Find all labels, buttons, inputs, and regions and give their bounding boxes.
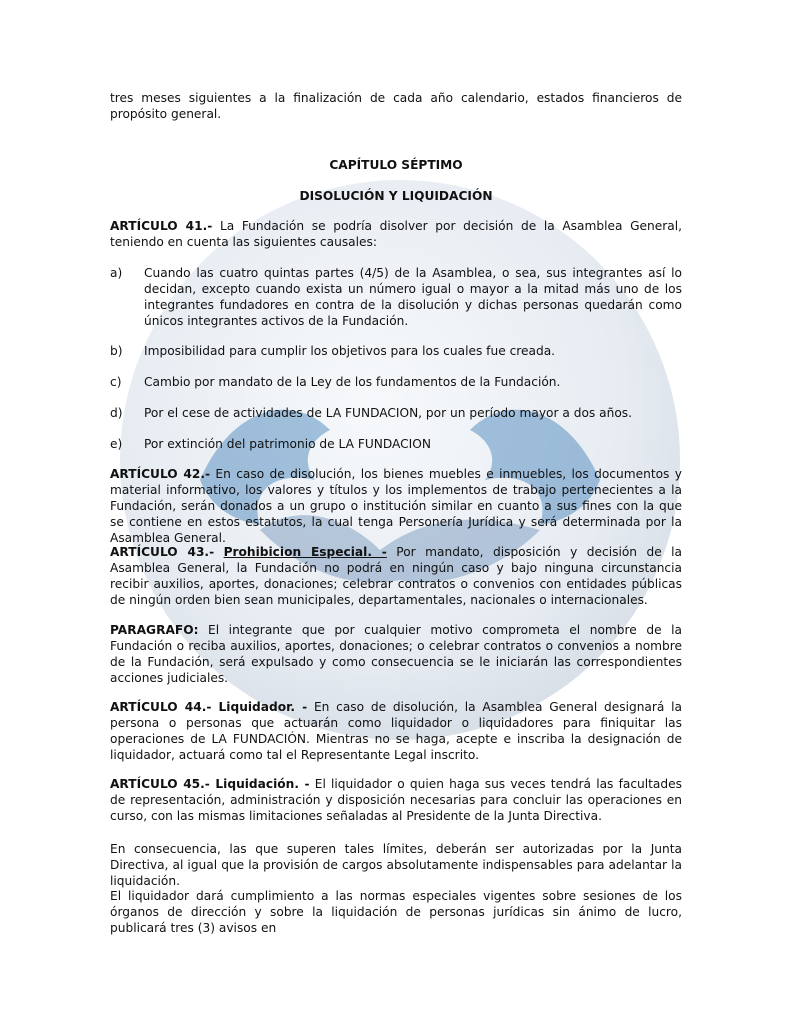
causal-item-c — [110, 374, 682, 390]
causal-text: Imposibilidad para cumplir los objetivos para los cuales fue creada. — [144, 344, 556, 358]
causal-mark: a) — [110, 266, 123, 280]
article-41-label: ARTÍCULO 41.- — [110, 219, 213, 233]
causal-text: Cuando las cuatro quintas partes (4/5) de la Asamblea, o sea, sus integrantes así lo decidan, excepto cuando exista un número igual o mayor a la mitad más uno de los integrantes fundadores en contra de la disolución y dichas personas quedarán como únicos integrantes activos de la Fundación. — [144, 266, 682, 328]
causal-item-a — [110, 265, 682, 329]
consecuencia-paragraph: En consecuencia, las que superen tales límites, deberán ser autorizadas por la Junta Directiva, al igual que la provisión de cargos absolutamente indispensables para adelantar la liquidación. — [110, 842, 682, 888]
causal-text: Por el cese de actividades de LA FUNDACION, por un período mayor a dos años. — [144, 406, 633, 420]
article-43-text: Por mandato, disposición y decisión de la Asamblea General, la Fundación no podrá en ningún caso y bajo ninguna circunstancia recibir auxilios, aportes, donaciones; celebrar contratos o convenios con entidades públicas de ningún orden bien sean municipales, departamentales, nacionales o internacionales. — [110, 545, 683, 607]
final-paragraph: El liquidador dará cumplimiento a las normas especiales vigentes sobre sesiones de los órganos de dirección y sobre la liquidación de personas jurídicas sin ánimo de lucro, publicará tres (3) avisos en — [110, 889, 682, 935]
causal-mark: d) — [110, 406, 123, 420]
article-43-label: ARTÍCULO 43.- — [110, 545, 215, 559]
paragrafo-paragraph — [110, 622, 682, 686]
article-42-paragraph — [110, 466, 682, 546]
article-42-label: ARTÍCULO 42.- — [110, 467, 211, 481]
article-41-paragraph — [110, 218, 682, 250]
article-43-sublabel: Prohibicion Especial. - — [223, 545, 387, 559]
causal-item-d — [110, 405, 682, 421]
article-45-text: El liquidador o quien haga sus veces tendrá las facultades de representación, administración y disposición necesarias para concluir las operaciones en curso, con las mismas limitaciones señaladas al Presidente de la Junta Directiva. — [110, 777, 682, 823]
causal-mark: e) — [110, 437, 123, 451]
article-44-paragraph — [110, 699, 682, 763]
section-heading: DISOLUCIÓN Y LIQUIDACIÓN — [299, 189, 493, 203]
intro-paragraph: tres meses siguientes a la finalización de cada año calendario, estados financieros de propósito general. — [110, 91, 682, 121]
causal-item-e — [110, 436, 682, 452]
causal-text: Por extinción del patrimonio de LA FUNDACION — [144, 437, 431, 451]
article-44-text: En caso de disolución, la Asamblea General designará la persona o personas que actuarán como liquidador o liquidadores para finiquitar las operaciones de LA FUNDACIÓN. Mientras no se haga, acepte e inscriba la designación de liquidador, actuará como tal el Representante Legal inscrito. — [110, 700, 682, 762]
causal-mark: c) — [110, 375, 122, 389]
article-45-paragraph — [110, 776, 682, 824]
article-44-label: ARTÍCULO 44.- Liquidador. - — [110, 700, 308, 714]
paragrafo-text: El integrante que por cualquier motivo comprometa el nombre de la Fundación o reciba auxilios, aportes, donaciones; o celebrar contratos o convenios a nombre de la Fundación, será expulsado y como consecuencia se le iniciarán las correspondientes acciones judiciales. — [110, 623, 682, 685]
article-43-paragraph — [110, 544, 682, 608]
causal-mark: b) — [110, 344, 123, 358]
chapter-heading: CAPÍTULO SÉPTIMO — [329, 158, 463, 172]
article-42-text: En caso de disolución, los bienes muebles e inmuebles, los documentos y material informativo, los valores y títulos y los implementos de trabajo pertenecientes a la Fundación, serán donados a un grupo o institución similar en cuanto a sus fines con la que se contiene en estos estatutos, la cual tenga Personería Jurídica y será determinada por la Asamblea General. — [110, 467, 682, 545]
causal-text: Cambio por mandato de la Ley de los fundamentos de la Fundación. — [144, 375, 561, 389]
article-45-label: ARTÍCULO 45.- Liquidación. - — [110, 777, 310, 791]
article-41-text: La Fundación se podría disolver por decisión de la Asamblea General, teniendo en cuenta las siguientes causales: — [110, 219, 682, 249]
causal-item-b — [110, 343, 682, 359]
paragrafo-label: PARAGRAFO: — [110, 623, 199, 637]
